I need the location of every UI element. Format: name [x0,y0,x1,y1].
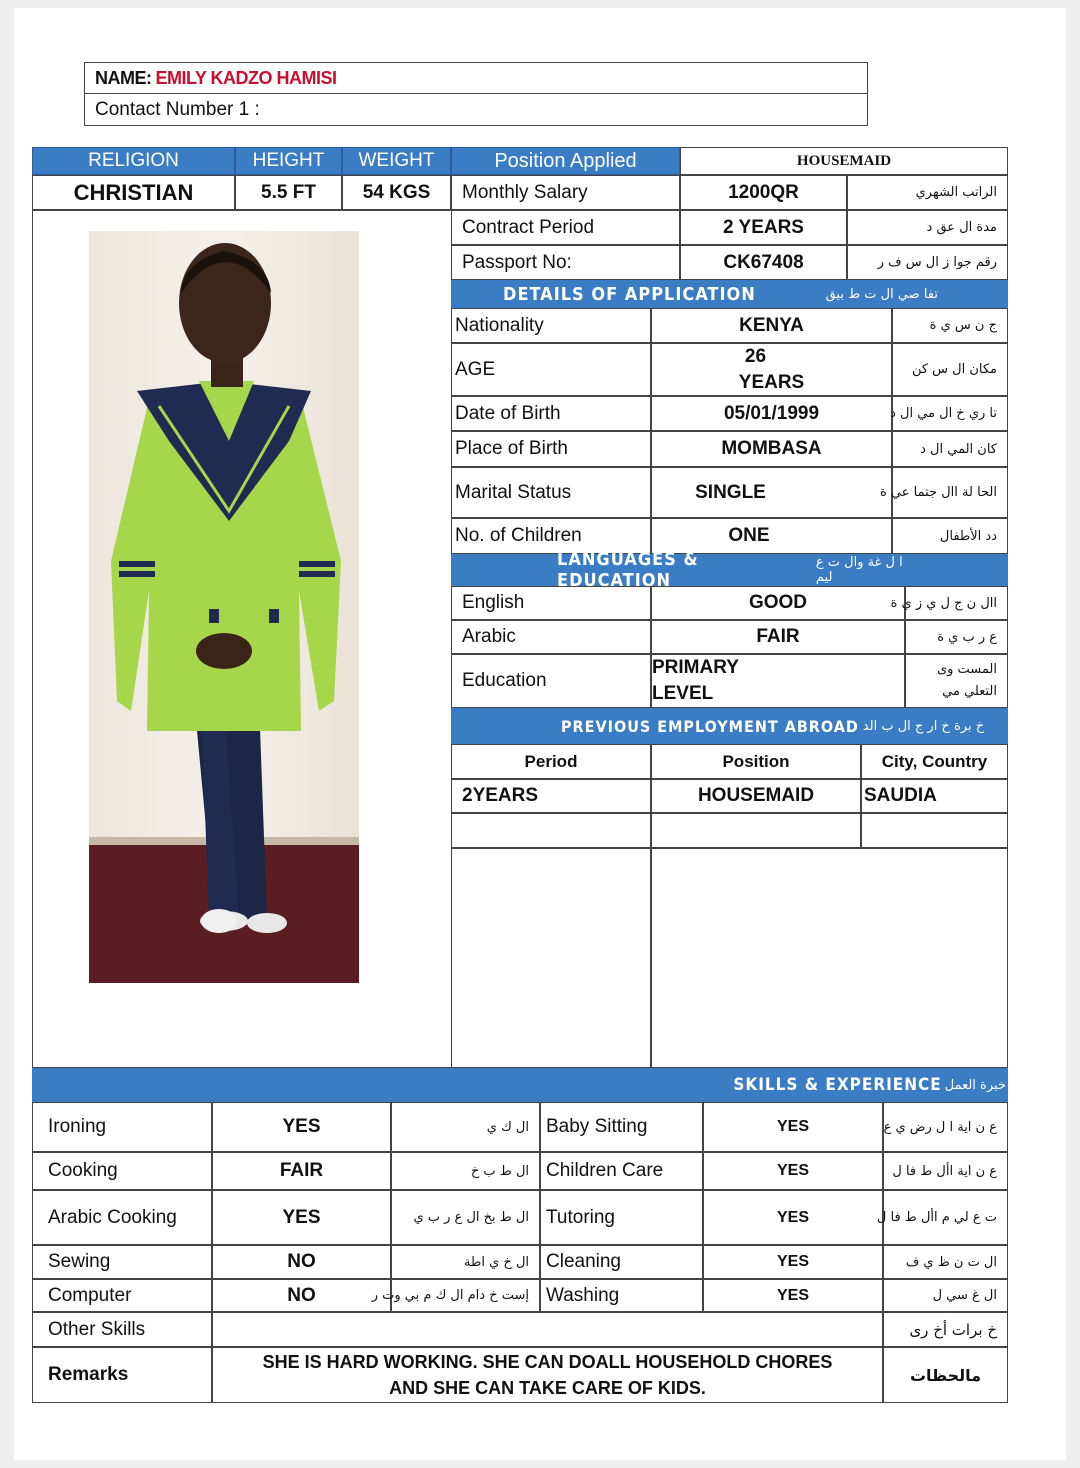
age-number: 26 [744,345,767,367]
skill-right-value: YES [703,1190,883,1245]
contact-label: Contact Number 1 : [95,98,260,120]
skill-right-arabic: ع ن اية ا ل رض ي ع [883,1102,1008,1152]
details-heading: DETAILS OF APPLICATION [503,283,756,305]
skill-left-value: YES [212,1102,391,1152]
employment-empty-1 [451,813,651,848]
employment-empty-4 [451,848,651,1068]
skill-left-label: Cooking [32,1152,212,1190]
contract-value: 2 YEARS [680,210,847,245]
arabic-arabic: ع ر ب ي ة [905,620,1008,654]
skills-heading-arabic: خبرة العمل [944,1077,1006,1093]
arabic-label: Arabic [451,620,651,654]
position-applied-header: Position Applied [451,147,680,175]
marital-value: SINGLE [651,467,892,518]
nationality-arabic: ج ن س ي ة [892,308,1008,343]
position-applied-value: HOUSEMAID [680,147,1008,175]
employment-position: HOUSEMAID [651,779,861,813]
passport-arabic: رقم جوا ز ال س ف ر [847,245,1008,280]
remarks-text [212,1347,883,1403]
age-unit: YEARS [738,371,805,393]
nationality-label: Nationality [451,308,651,343]
arabic-value: FAIR [651,620,905,654]
employment-empty-5 [651,848,1008,1068]
details-heading-arabic: تفا صي ال ت ط بيق [825,286,938,302]
skill-right-value: YES [703,1279,883,1312]
education-arabic-2: التعلي مي [942,684,997,699]
english-value: GOOD [651,586,905,620]
salary-value: 1200QR [680,175,847,210]
employment-heading-arabic: خ برة خ ار ج ال ب الد [862,718,985,734]
other-skills-value [212,1312,883,1347]
skill-left-arabic: ال ط ب خ [391,1152,540,1190]
skill-right-value: YES [703,1245,883,1279]
english-arabic: اال ن ج ل ي ز ي ة [905,586,1008,620]
skill-right-arabic: ال غ سي ل [883,1279,1008,1312]
pob-arabic: كان المي ال د [892,431,1008,467]
skill-left-label: Sewing [32,1245,212,1279]
skill-right-arabic: ت ع لي م األ ط فا ل [883,1190,1008,1245]
skill-left-value: FAIR [212,1152,391,1190]
skill-left-value: NO [212,1245,391,1279]
skill-left-arabic: ال ط بخ ال ع ر ب ي [391,1190,540,1245]
religion-header: RELIGION [32,147,235,175]
contract-label: Contract Period [451,210,680,245]
applicant-photo [89,231,359,983]
languages-heading: LANGUAGES & EDUCATION [557,549,699,591]
city-col-header: City, Country [861,744,1008,779]
height-header: HEIGHT [235,147,342,175]
dob-value: 05/01/1999 [651,396,892,431]
remarks-label: Remarks [32,1347,212,1403]
weight-value: 54 KGS [342,175,451,210]
marital-label: Marital Status [451,467,651,518]
skill-right-arabic: ال ت ن ظ ي ف [883,1245,1008,1279]
skill-right-label: Baby Sitting [540,1102,703,1152]
languages-heading-band [451,549,1008,591]
skill-left-label: Computer [32,1279,212,1312]
period-col-header: Period [451,744,651,779]
contact-row [84,93,868,126]
salary-arabic: الراتب الشهري [847,175,1008,210]
age-arabic: مكان ال س كن [892,343,1008,396]
children-label: No. of Children [451,518,651,554]
age-value [651,343,892,396]
height-value: 5.5 FT [235,175,342,210]
skill-left-arabic: إست خ دام ال ك م بي وت ر [391,1279,540,1312]
education-arabic [905,654,1008,708]
details-heading-band [451,280,1008,308]
dob-label: Date of Birth [451,396,651,431]
education-level-2: LEVEL [652,683,714,704]
education-value [651,654,905,708]
employment-heading-band [451,708,1008,744]
skill-right-value: YES [703,1102,883,1152]
name-row [84,62,868,94]
skill-right-label: Children Care [540,1152,703,1190]
nationality-value: KENYA [651,308,892,343]
employment-period: 2YEARS [451,779,651,813]
other-skills-label: Other Skills [32,1312,212,1347]
skill-left-arabic: ال خ ي اطة [391,1245,540,1279]
position-col-header: Position [651,744,861,779]
skill-left-value: NO [212,1279,391,1312]
applicant-name: EMILY KADZO HAMISI [155,67,337,88]
skill-right-arabic: ع ن اية األ ط فا ل [883,1152,1008,1190]
passport-label: Passport No: [451,245,680,280]
contract-arabic: مدة ال عق د [847,210,1008,245]
skill-right-value: YES [703,1152,883,1190]
employment-city: SAUDIA [861,779,1008,813]
age-label: AGE [451,343,651,396]
skills-heading: SKILLS & EXPERIENCE [733,1075,942,1095]
remarks-line-2: AND SHE CAN TAKE CARE OF KIDS. [389,1378,706,1398]
marital-arabic: الحا لة اال جتما عي ة [892,467,1008,518]
dob-arabic: تا ري خ ال مي ال د [892,396,1008,431]
remarks-arabic: مالحظات [883,1347,1008,1403]
skill-left-label: Ironing [32,1102,212,1152]
children-value: ONE [651,518,892,554]
skills-heading-band [32,1068,1008,1102]
employment-heading: PREVIOUS EMPLOYMENT ABROAD [561,716,859,736]
skill-left-value: YES [212,1190,391,1245]
religion-value: CHRISTIAN [32,175,235,210]
education-arabic-1: المست وى [936,662,997,677]
education-level: PRIMARY [652,657,739,678]
children-arabic: دد الأطفال [892,518,1008,554]
skill-right-label: Tutoring [540,1190,703,1245]
education-label: Education [451,654,651,708]
skill-left-label: Arabic Cooking [32,1190,212,1245]
english-label: English [451,586,651,620]
employment-empty-2 [651,813,861,848]
employment-empty-3 [861,813,1008,848]
passport-value: CK67408 [680,245,847,280]
remarks-line-1: SHE IS HARD WORKING. SHE CAN DOALL HOUSEHOLD CHORES [262,1352,833,1372]
pob-label: Place of Birth [451,431,651,467]
skill-right-label: Cleaning [540,1245,703,1279]
languages-heading-arabic: ا ل غة وال ت ع ليم [815,555,903,585]
salary-label: Monthly Salary [451,175,680,210]
pob-value: MOMBASA [651,431,892,467]
other-skills-arabic: خ برات أخ رى [883,1312,1008,1347]
skill-left-arabic: ال ك ي [391,1102,540,1152]
weight-header: WEIGHT [342,147,451,175]
skill-right-label: Washing [540,1279,703,1312]
name-label: NAME: [95,67,152,88]
